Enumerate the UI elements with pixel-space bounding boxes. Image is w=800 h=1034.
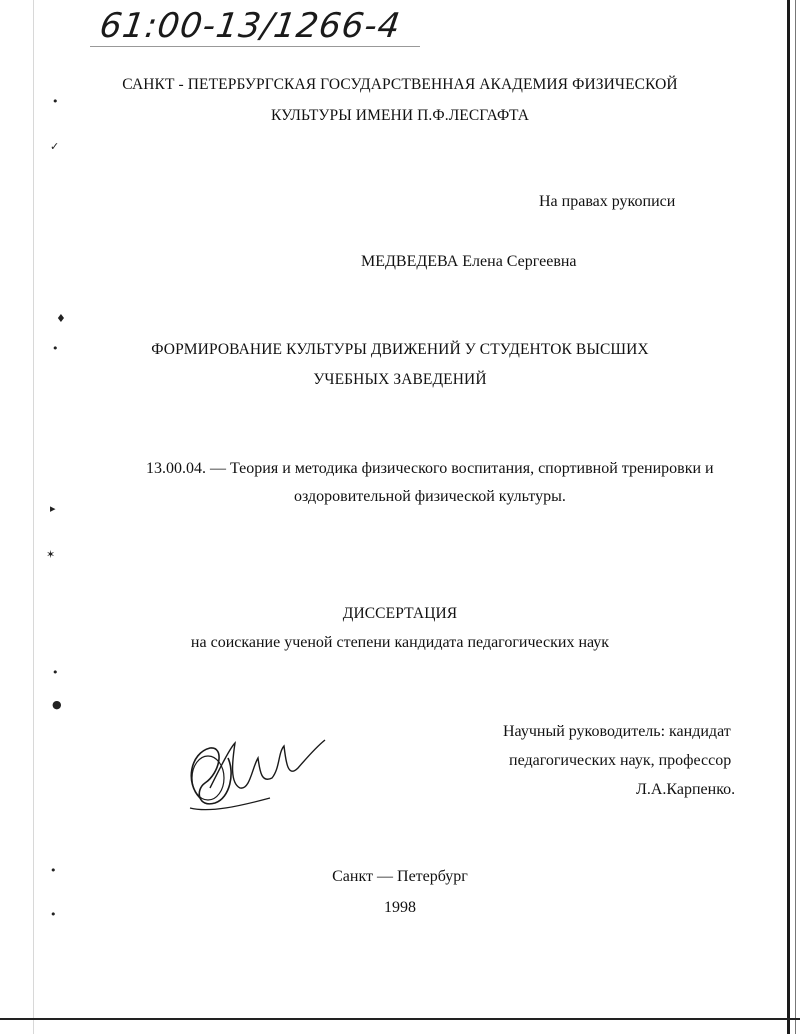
title-line-1: ФОРМИРОВАНИЕ КУЛЬТУРЫ ДВИЖЕНИЙ У СТУДЕНТОК ВЫСШИХ — [151, 341, 649, 358]
work-type: ДИССЕРТАЦИЯ — [342, 605, 458, 622]
scan-speck: • — [52, 95, 59, 108]
handwritten-signature-icon — [180, 728, 330, 818]
year: 1998 — [384, 899, 416, 916]
city: Санкт — Петербург — [332, 868, 468, 885]
title-line-2: УЧЕБНЫХ ЗАВЕДЕНИЙ — [313, 371, 487, 388]
supervisor-line-2: педагогических наук, профессор — [509, 752, 732, 769]
specialty-line-2: оздоровительной физической культуры. — [294, 488, 566, 505]
manuscript-rights: На правах рукописи — [539, 193, 676, 210]
institution-line-2: КУЛЬТУРЫ ИМЕНИ П.Ф.ЛЕСГАФТА — [270, 107, 530, 124]
scan-speck: • — [52, 666, 59, 679]
degree: на соискание ученой степени кандидата педагогических наук — [190, 634, 610, 651]
scan-bottom-edge — [0, 1018, 800, 1020]
author-name: МЕДВЕДЕВА Елена Сергеевна — [361, 253, 577, 270]
scan-speck: • — [50, 908, 57, 921]
scan-speck: • — [52, 342, 59, 355]
supervisor-line-3: Л.А.Карпенко. — [636, 781, 736, 798]
scan-speck: ♦ — [56, 312, 66, 325]
supervisor-line-1: Научный руководитель: кандидат — [503, 723, 731, 740]
institution-line-1: САНКТ - ПЕТЕРБУРГСКАЯ ГОСУДАРСТВЕННАЯ АКАДЕМИЯ ФИЗИЧЕСКОЙ — [122, 76, 678, 93]
scan-speck: ▸ — [50, 502, 56, 515]
scan-speck: • — [50, 864, 57, 877]
scan-speck: ✓ — [50, 140, 60, 153]
specialty-line-1: 13.00.04. — Теория и методика физического воспитания, спортивной тренировки и — [146, 460, 714, 477]
archive-number-underline — [90, 46, 420, 47]
scan-speck: ● — [52, 698, 62, 711]
scan-speck: ✶ — [46, 548, 56, 561]
archive-number: 61:00-13/1266-4 — [97, 6, 404, 46]
